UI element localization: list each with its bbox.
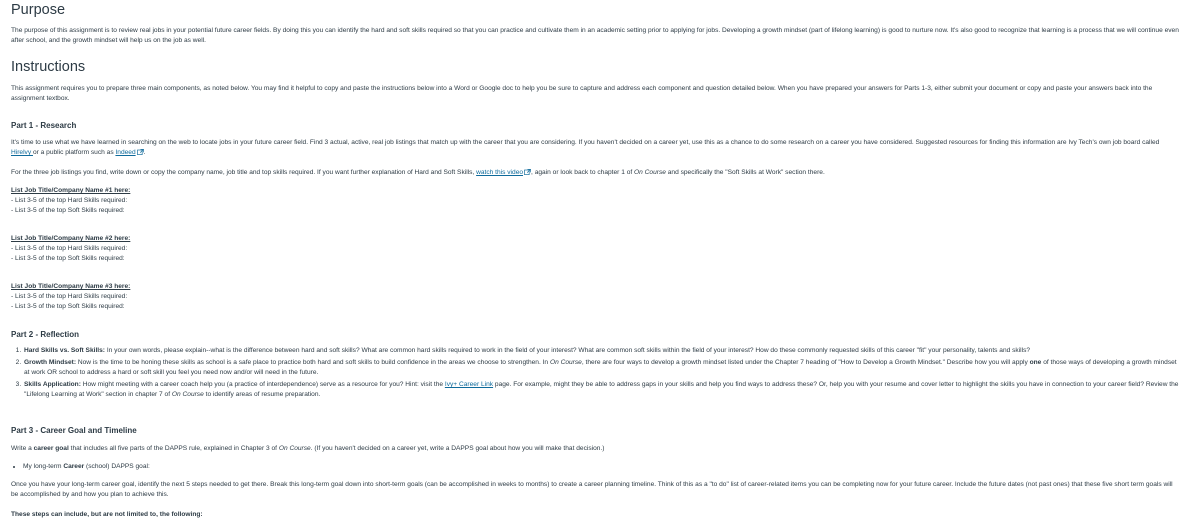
hard-skills-prompt: - List 3-5 of the top Hard Skills required: bbox=[11, 245, 128, 252]
hirelvy-link[interactable]: Hirelvy bbox=[11, 149, 33, 156]
hard-skills-prompt: - List 3-5 of the top Hard Skills required: bbox=[11, 293, 128, 300]
soft-skills-prompt: - List 3-5 of the top Soft Skills required: bbox=[11, 303, 125, 310]
instructions-text: This assignment requires you to prepare three main components, as noted below. You may find it helpful to copy and paste the instructions below into a Word or Google doc to help you be sure to capture and address each component and question detailed below. When you have prepared your answers for Parts 1-3, either submit your document or copy and paste your answers back into the assignment textbox. bbox=[11, 85, 1153, 102]
part3-paragraph-2: Once you have your long-term career goal, identify the next 5 steps needed to get there. Break this long-term goal down into short-term goals (can be accomplished in weeks to months) to create a career planning timeline. Think of this as a "to do" list of career-related items you can be completing now for your future career. Include the future dates (not past ones) that these five short term goals will be accomplished by and how you plan to achieve this. bbox=[11, 481, 1173, 498]
part2-heading: Part 2 - Reflection bbox=[11, 330, 80, 339]
watch-video-link[interactable]: watch this video bbox=[476, 169, 524, 176]
external-link-icon bbox=[524, 169, 531, 175]
part3-heading: Part 3 - Career Goal and Timeline bbox=[11, 426, 137, 435]
career-goal-bullet bbox=[11, 462, 1180, 472]
hard-skills-prompt: - List 3-5 of the top Hard Skills required: bbox=[11, 197, 128, 204]
job-title-prompt: List Job Title/Company Name #3 here: bbox=[11, 283, 131, 290]
reflection-list bbox=[11, 346, 1180, 400]
purpose-heading: Purpose bbox=[11, 2, 66, 18]
part1-paragraph-2: For the three job listings you find, write down or copy the company name, job title and top skills required. If you want further explanation of Hard and Soft Skills, watch this video , again or look back to chapter 1 of On Course and specifically the "Soft Skills at Work" section there. bbox=[11, 169, 825, 176]
list-item: 2. Growth Mindset: Now is the time to be honing these skills as school is a safe place to practice both hard and soft skills to build confidence in the areas we choose to strengthen. In On Course, there are four ways to develop a growth mindset listed under the Chapter 7 heading of "How to Develop a Growth Mindset." Describe how you will apply one of those ways of developing a growth mindset at work OR school to address a hard or soft skill you feel you need now and/or will need in the future. bbox=[23, 358, 1180, 378]
job-listing-1 bbox=[11, 186, 1180, 216]
list-item: 3. Skills Application: How might meeting with a career coach help you (a practice of interdependence) serve as a resource for you? Hint: visit the Ivy+ Career Link page. For example, might they be able to address gaps in your skills and help you find ways to address these? Or, help you with your resume and cover letter to highlight the skills you have in connection to your career field? Review the "Lifelong Learning at Work" section in chapter 7 of On Course to identify areas of resume preparation. bbox=[23, 380, 1180, 400]
list-item: 1. Hard Skills vs. Soft Skills: In your own words, please explain--what is the difference between hard and soft skills? What are common hard skills required to work in the field of your interest? What are common soft skills within the field of your interest? How do these commonly requested skills of this career "fit" your personality, talents and skills? bbox=[23, 346, 1180, 356]
part3-paragraph-1: Write a career goal that includes all five parts of the DAPPS rule, explained in Chapter 3 of On Course. (If you haven't decided on a career yet, write a DAPPS goal about how you will make that decision.) bbox=[11, 445, 605, 452]
soft-skills-prompt: - List 3-5 of the top Soft Skills required: bbox=[11, 255, 125, 262]
part1-heading: Part 1 - Research bbox=[11, 121, 77, 130]
purpose-text: The purpose of this assignment is to review real jobs in your potential future career fields. By doing this you can identify the hard and soft skills required so that you can practice and cultivate them in an academic setting prior to applying for jobs. Developing a growth mindset (part of lifelong learning) is good to nurture now. It's also good to recognize that learning is a process that we will continue even after school, and the growth mindset will help us on the job as well. bbox=[11, 27, 1179, 44]
career-link[interactable]: Ivy+ Career Link bbox=[444, 381, 494, 388]
external-link-icon bbox=[137, 149, 144, 155]
job-title-prompt: List Job Title/Company Name #1 here: bbox=[11, 187, 131, 194]
indeed-link[interactable]: Indeed bbox=[115, 149, 136, 156]
job-listing-2 bbox=[11, 234, 1180, 264]
job-title-prompt: List Job Title/Company Name #2 here: bbox=[11, 235, 131, 242]
instructions-heading: Instructions bbox=[11, 59, 86, 75]
soft-skills-prompt: - List 3-5 of the top Soft Skills required: bbox=[11, 207, 125, 214]
job-listing-3 bbox=[11, 282, 1180, 312]
part3-paragraph-3: These steps can include, but are not limited to, the following: bbox=[11, 511, 203, 518]
part1-paragraph-1: It's time to use what we have learned in searching on the web to locate jobs in your future career field. Find 3 actual, active, real job listings that match up with the career that you are considering. If you haven't decided on a career yet, use this as a chance to do some research on a career you have considered. Suggested resources for finding this information are Ivy Tech's own job board called Hirelvy or a public platform such as Indeed . bbox=[11, 139, 1160, 156]
list-item: • My long-term Career (school) DAPPS goal: bbox=[23, 462, 1180, 472]
